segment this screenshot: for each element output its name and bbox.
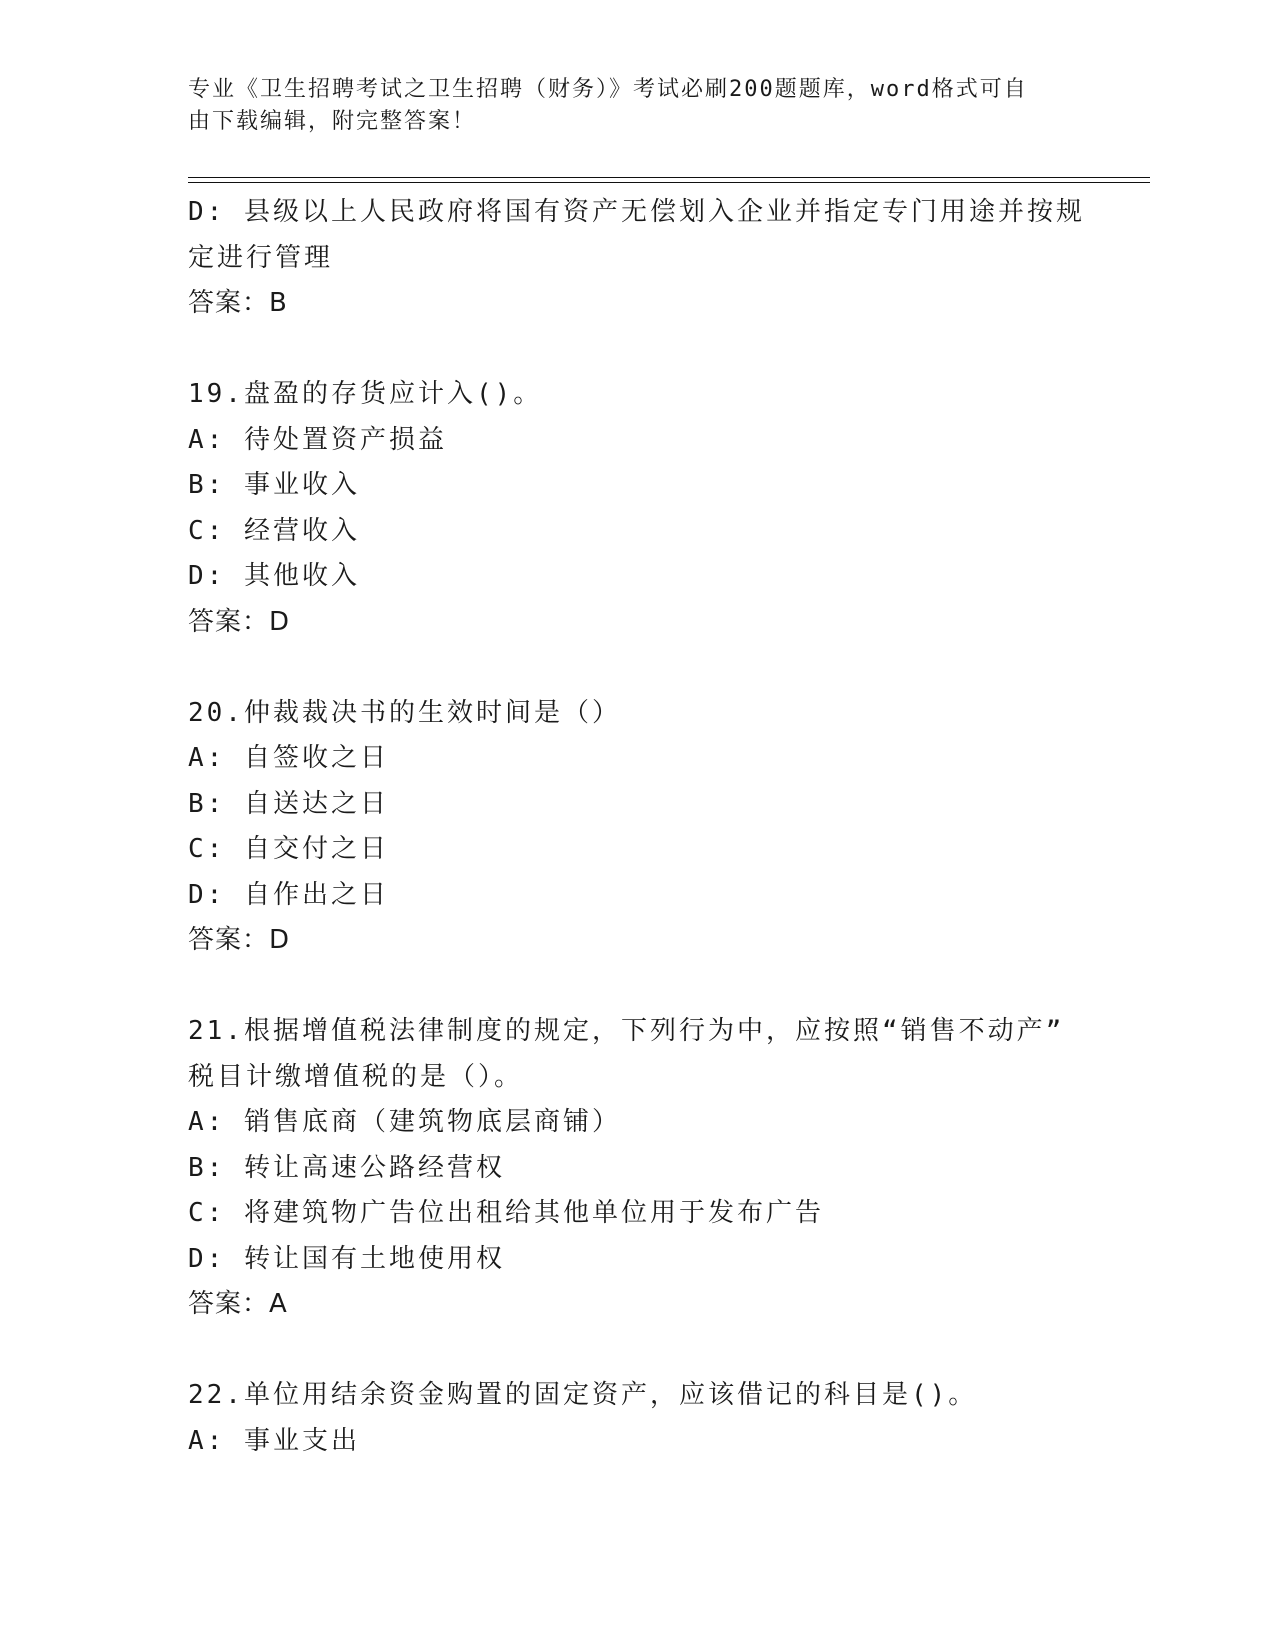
spacer [188, 645, 1088, 691]
question-21-text-line-1: 21.根据增值税法律制度的规定，下列行为中，应按照“销售不动产” [188, 1016, 1065, 1046]
question-19 [188, 372, 1088, 645]
prev-option-d-line-2: 定进行管理 [188, 242, 334, 273]
prev-answer: 答案：B [188, 288, 288, 318]
question-19-answer: 答案：D [188, 606, 291, 637]
header-divider-top [188, 177, 1150, 178]
question-21-option-b: B: 转让高速公路经营权 [188, 1152, 505, 1183]
question-22 [188, 1373, 1088, 1464]
header-line-2: 由下载编辑，附完整答案！ [188, 109, 477, 134]
question-20-option-b: B: 自送达之日 [188, 788, 389, 819]
question-20-option-d: D: 自作出之日 [188, 879, 389, 910]
question-20-text: 20.仲裁裁决书的生效时间是（） [188, 697, 621, 728]
question-20-option-c: C: 自交付之日 [188, 834, 389, 864]
header-line-1: 专业《卫生招聘考试之卫生招聘（财务）》考试必刷200题题库，word格式可自 [188, 77, 1028, 102]
question-21-option-c: C: 将建筑物广告位出租给其他单位用于发布广告 [188, 1198, 824, 1228]
spacer [188, 327, 1088, 373]
question-19-option-b: B: 事业收入 [188, 470, 360, 500]
question-19-option-d: D: 其他收入 [188, 561, 360, 591]
question-22-text: 22.单位用结余资金购置的固定资产，应该借记的科目是()。 [188, 1380, 978, 1410]
question-19-text: 19.盘盈的存货应计入()。 [188, 379, 543, 409]
header-divider-bottom [188, 182, 1150, 183]
question-21-answer: 答案：A [188, 1289, 288, 1319]
spacer [188, 1328, 1088, 1374]
prev-option-d-line-1: D: 县级以上人民政府将国有资产无偿划入企业并指定专门用途并按规 [188, 197, 1085, 227]
question-21-option-a: A: 销售底商（建筑物底层商铺） [188, 1107, 621, 1137]
question-21 [188, 1009, 1088, 1328]
spacer [188, 964, 1088, 1010]
question-20 [188, 691, 1088, 964]
question-21-text-line-2: 税目计缴增值税的是（）。 [188, 1061, 524, 1092]
question-list [188, 190, 1088, 1464]
question-21-option-d: D: 转让国有土地使用权 [188, 1243, 505, 1274]
question-20-answer: 答案：D [188, 925, 291, 955]
document-header [188, 74, 1088, 138]
question-19-option-c: C: 经营收入 [188, 515, 360, 546]
question-22-option-a: A: 事业支出 [188, 1425, 360, 1456]
question-19-option-a: A: 待处置资产损益 [188, 424, 447, 455]
question-20-option-a: A: 自签收之日 [188, 743, 389, 773]
